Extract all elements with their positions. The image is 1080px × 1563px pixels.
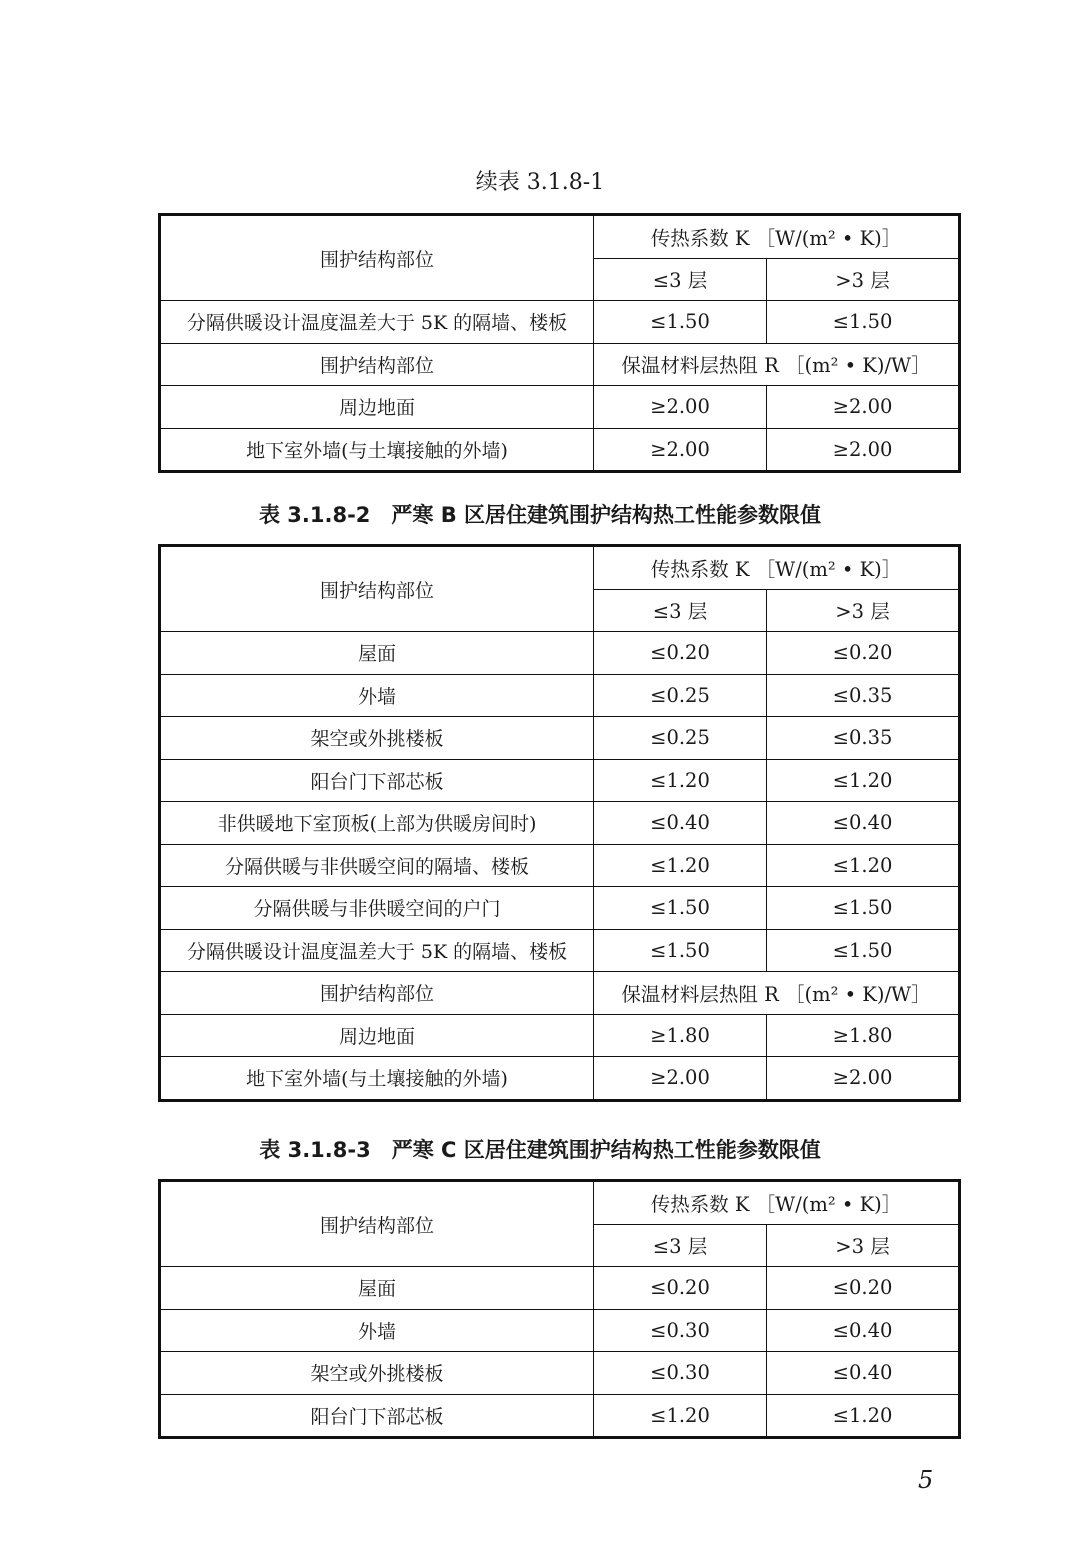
row-le3: ≤0.20 [594,632,767,675]
le3-header: ≤3 层 [594,258,767,301]
row-le3: ≤1.50 [594,929,767,972]
row-part: 周边地面 [160,386,594,429]
row-gt3: ≤1.20 [767,1394,960,1438]
table-row [160,802,960,845]
row-gt3: ≤1.50 [767,301,960,344]
row-part: 分隔供暖设计温度温差大于 5K 的隔墙、楼板 [160,929,594,972]
r-header: 保温材料层热阻 R ［(m² • K)/W］ [594,972,960,1015]
row-gt3: ≤0.40 [767,802,960,845]
table2-r-header-row [160,972,960,1015]
gt3-header: >3 层 [767,1224,960,1267]
row-part: 阳台门下部芯板 [160,1394,594,1438]
row-gt3: ≤0.35 [767,717,960,760]
part-header: 围护结构部位 [160,972,594,1015]
table1 [158,213,961,473]
le3-header: ≤3 层 [594,1224,767,1267]
row-part: 非供暖地下室顶板(上部为供暖房间时) [160,802,594,845]
table-row [160,844,960,887]
row-part: 外墙 [160,1309,594,1352]
r-header: 保温材料层热阻 R ［(m² • K)/W］ [594,343,960,386]
table3-caption: 表 3.1.8-3 严寒 C 区居住建筑围护结构热工性能参数限值 [259,1138,821,1162]
table-row [160,674,960,717]
table-row [160,1057,960,1101]
row-gt3: ≤0.40 [767,1352,960,1395]
table2-caption: 表 3.1.8-2 严寒 B 区居住建筑围护结构热工性能参数限值 [258,503,822,527]
table-row [160,1014,960,1057]
row-gt3: ≤0.20 [767,632,960,675]
row-part: 地下室外墙(与土壤接触的外墙) [160,428,594,472]
row-le3: ≤1.20 [594,844,767,887]
row-gt3: ≤1.20 [767,759,960,802]
table-row [160,929,960,972]
table-row [160,759,960,802]
part-header: 围护结构部位 [160,343,594,386]
table1-caption: 续表 3.1.8-1 [475,170,605,195]
row-part: 周边地面 [160,1014,594,1057]
row-gt3: ≥2.00 [767,1057,960,1101]
table3 [158,1179,961,1439]
row-part: 分隔供暖与非供暖空间的户门 [160,887,594,930]
part-header: 围护结构部位 [160,546,594,632]
row-part: 屋面 [160,1267,594,1310]
row-le3: ≥2.00 [594,386,767,429]
row-gt3: ≤1.50 [767,929,960,972]
row-part: 分隔供暖设计温度温差大于 5K 的隔墙、楼板 [160,301,594,344]
table-row [160,1352,960,1395]
k-header: 传热系数 K ［W/(m² • K)］ [594,215,960,259]
table-row [160,1267,960,1310]
row-le3: ≤0.25 [594,674,767,717]
table2-header-row [160,546,960,590]
row-gt3: ≤0.20 [767,1267,960,1310]
table1-r-header-row [160,343,960,386]
row-le3: ≤0.30 [594,1309,767,1352]
row-part: 阳台门下部芯板 [160,759,594,802]
row-le3: ≤1.50 [594,887,767,930]
row-le3: ≤1.20 [594,1394,767,1438]
row-le3: ≤0.30 [594,1352,767,1395]
table3-header-row [160,1181,960,1225]
row-le3: ≥2.00 [594,428,767,472]
gt3-header: >3 层 [767,258,960,301]
le3-header: ≤3 层 [594,589,767,632]
row-le3: ≤1.20 [594,759,767,802]
k-header: 传热系数 K ［W/(m² • K)］ [594,546,960,590]
table2 [158,544,961,1102]
table-row [160,717,960,760]
row-le3: ≤0.40 [594,802,767,845]
row-gt3: ≤0.35 [767,674,960,717]
part-header: 围护结构部位 [160,215,594,301]
part-header: 围护结构部位 [160,1181,594,1267]
table1-header-row [160,215,960,259]
row-le3: ≤1.50 [594,301,767,344]
table-row [160,301,960,344]
row-part: 外墙 [160,674,594,717]
row-gt3: ≥1.80 [767,1014,960,1057]
table-row [160,1394,960,1438]
k-header: 传热系数 K ［W/(m² • K)］ [594,1181,960,1225]
table-row [160,887,960,930]
row-gt3: ≤1.50 [767,887,960,930]
row-gt3: ≥2.00 [767,428,960,472]
row-part: 屋面 [160,632,594,675]
row-gt3: ≤1.20 [767,844,960,887]
row-le3: ≤0.25 [594,717,767,760]
row-le3: ≤0.20 [594,1267,767,1310]
row-part: 地下室外墙(与土壤接触的外墙) [160,1057,594,1101]
row-part: 架空或外挑楼板 [160,717,594,760]
row-le3: ≥1.80 [594,1014,767,1057]
row-gt3: ≤0.40 [767,1309,960,1352]
table-row [160,632,960,675]
row-gt3: ≥2.00 [767,386,960,429]
row-part: 分隔供暖与非供暖空间的隔墙、楼板 [160,844,594,887]
table-row [160,428,960,472]
row-part: 架空或外挑楼板 [160,1352,594,1395]
gt3-header: >3 层 [767,589,960,632]
table-row [160,1309,960,1352]
page-number: 5 [918,1466,934,1494]
table-row [160,386,960,429]
row-le3: ≥2.00 [594,1057,767,1101]
